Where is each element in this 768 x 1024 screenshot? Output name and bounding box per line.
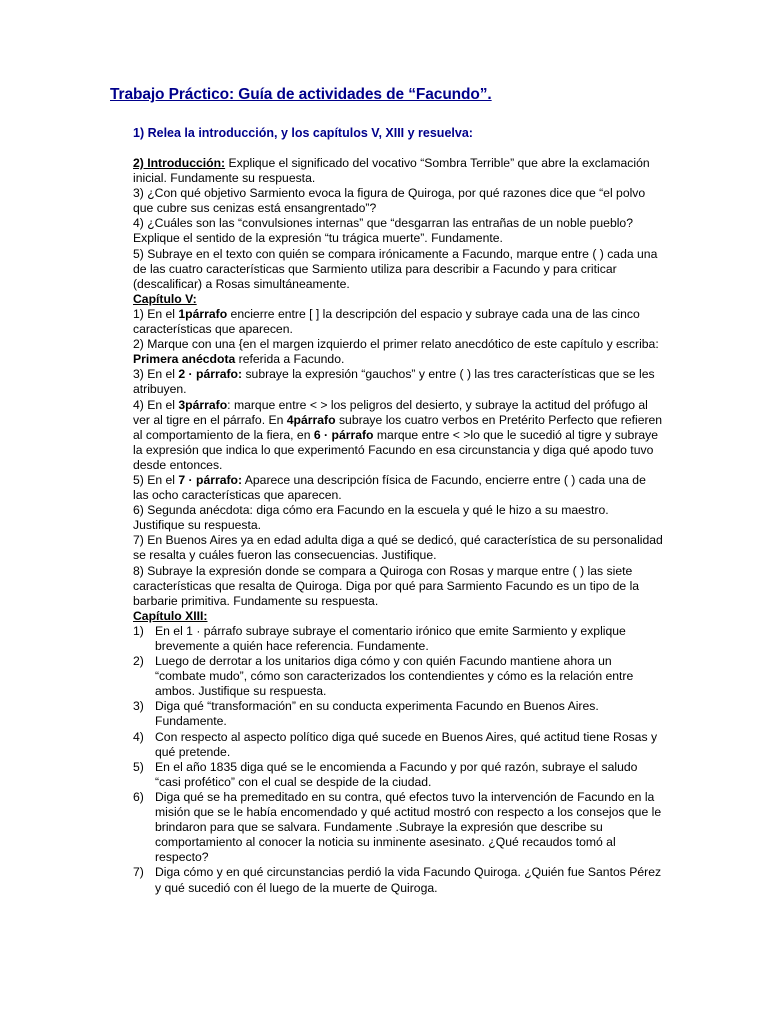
chapter-5-item-4 xyxy=(133,398,663,473)
chapter-5-item-4-bold-3: 6 · párrafo xyxy=(313,427,374,442)
list-text: Diga qué se ha premeditado en su contra, qué efectos tuvo la intervención de Facundo en la misión que se le había encomendado y qué actitud mostró con respecto a los consejos que le brindaron para que se salvara. Fundamente .Subraye la expresión que describe su comportamiento al conocer la noticia su inminente asesinato. ¿Qué recaudos tomó al respecto? xyxy=(155,789,662,865)
list-text: Diga qué “transformación” en su conducta experimenta Facundo en Buenos Aires. Fundamente. xyxy=(155,699,599,729)
chapter-5-item-4-text-4: marque entre < >lo que le sucedió al tigre y subraye la expresión que indica lo que experimentó Facundo en esa circunstancia y diga qué apodo tuvo desde entonces. xyxy=(133,427,659,472)
chapter-5-item-2-text-2: referida a Facundo. xyxy=(235,352,345,367)
chapter-5-item-1-text-2: encierre entre [ ] la descripción del espacio y subraye cada una de las cinco características que aparecen. xyxy=(133,306,640,337)
chapter-13-heading-line xyxy=(133,609,663,624)
list-text: En el 1 · párrafo subraye subraye el comentario irónico que emite Sarmiento y explique brevemente a quién hace referencia. Fundamente. xyxy=(155,623,626,653)
chapter-5-item-2-bold: Primera anécdota xyxy=(133,352,236,367)
chapter-5-heading: Capítulo V: xyxy=(133,291,197,306)
document-body xyxy=(133,156,663,896)
list-text: En el año 1835 diga qué se le encomienda a Facundo y por qué razón, subraye el saludo “casi profético” con el cual se despide de la ciudad. xyxy=(155,759,638,789)
chapter-5-item-5-bold: 7 · párrafo: xyxy=(178,472,243,487)
chapter-13-heading: Capítulo XIII: xyxy=(133,608,208,623)
chapter-13-item-3 xyxy=(133,699,663,729)
chapter-5-item-4-text-2: : marque entre < > los peligros del desierto, y subraye la actitud del prófugo al ver al tigre en el párrafo. En xyxy=(133,397,648,427)
chapter-5-item-2 xyxy=(133,337,663,367)
chapter-13-item-6 xyxy=(133,790,663,865)
list-number: 1) xyxy=(133,623,144,638)
list-number: 7) xyxy=(133,865,144,880)
chapter-5-item-5-text-2: Aparece una descripción física de Facundo, encierre entre ( ) cada una de las ocho características que aparecen. xyxy=(133,472,646,503)
intro-question-3: 3) ¿Con qué objetivo Sarmiento evoca la figura de Quiroga, por qué razones dice que “el polvo que cubre sus cenizas está ensangrentado”? xyxy=(133,186,646,216)
chapter-13-item-5 xyxy=(133,760,663,790)
intro-question-2-text: Explique el significado del vocativo “Sombra Terrible” que abre la exclamación inicial. Fundamente su respuesta. xyxy=(133,156,650,186)
chapter-13-item-1 xyxy=(133,624,663,654)
chapter-5-item-1-text: 1) En el xyxy=(133,306,179,321)
intro-question-5: 5) Subraye en el texto con quién se compara irónicamente a Facundo, marque entre ( ) cada una de las cuatro características que Sarmiento utiliza para describir a Facundo y para criticar (descalificar) a Rosas simultáneamente. xyxy=(133,246,658,291)
chapter-13-item-2 xyxy=(133,654,663,699)
chapter-5-item-4-text-3: subraye los cuatro verbos en Pretérito Perfecto que refieren al comportamiento de la fiera, en xyxy=(133,412,663,442)
list-text: Diga cómo y en qué circunstancias perdió la vida Facundo Quiroga. ¿Quién fue Santos Pérez y qué sucedió con él luego de la muerte de Quiroga. xyxy=(155,865,662,895)
chapter-5-item-4-bold: 3párrafo xyxy=(178,397,228,412)
chapter-5-item-4-bold-2: 4párrafo xyxy=(286,412,336,427)
chapter-5-heading-line xyxy=(133,292,663,307)
chapter-5-item-5-text: 5) En el xyxy=(133,472,179,487)
chapter-5-item-2-text: 2) Marque con una {en el margen izquierdo el primer relato anecdótico de este capítulo y escriba: xyxy=(133,337,659,352)
chapter-5-item-5 xyxy=(133,473,663,503)
list-text: Con respecto al aspecto político diga qué sucede en Buenos Aires, qué actitud tiene Rosas y qué pretende. xyxy=(155,729,658,759)
chapter-5-item-8: 8) Subraye la expresión donde se compara a Quiroga con Rosas y marque entre ( ) las siete características que resalta de Quiroga. Diga por qué para Sarmiento Facundo es un tipo de la barbarie primitiva. Fundamente su respuesta. xyxy=(133,563,640,608)
chapter-5-item-3-bold: 2 · párrafo: xyxy=(178,367,243,382)
chapter-13-item-7 xyxy=(133,865,663,895)
chapter-5-item-3-text: 3) En el xyxy=(133,367,179,382)
chapter-5-item-4-text: 4) En el xyxy=(133,397,179,412)
chapter-5-item-3 xyxy=(133,367,663,397)
list-number: 4) xyxy=(133,729,144,744)
intro-question-2 xyxy=(133,156,663,186)
intro-question-4: 4) ¿Cuáles son las “convulsiones internas” que “desgarran las entrañas de un noble pueblo? Explique el sentido de la expresión “tu trágica muerte”. Fundamente. xyxy=(133,216,633,246)
chapter-5-item-1 xyxy=(133,307,663,337)
list-number: 2) xyxy=(133,654,144,669)
chapter-5-item-6: 6) Segunda anécdota: diga cómo era Facundo en la escuela y qué le hizo a su maestro. Justifique su respuesta. xyxy=(133,503,609,533)
chapter-5-item-7: 7) En Buenos Aires ya en edad adulta diga a qué se dedicó, qué característica de su personalidad se resalta y cuáles fueron las consecuencias. Justifique. xyxy=(133,533,663,563)
page-title: Trabajo Práctico: Guía de actividades de “Facundo”. xyxy=(110,86,492,103)
list-number: 3) xyxy=(133,699,144,714)
list-number: 6) xyxy=(133,789,144,804)
intro-heading: 2) Introducción: xyxy=(133,156,226,170)
list-text: Luego de derrotar a los unitarios diga cómo y con quién Facundo mantiene ahora un “combate mudo”, cómo son caracterizados los contendientes y cómo es la relación entre ambos. Justifique su respuesta. xyxy=(155,654,634,699)
chapter-5-item-1-bold: 1párrafo xyxy=(178,306,228,321)
list-number: 5) xyxy=(133,759,144,774)
chapter-5-item-3-text-2: subraye la expresión “gauchos” y entre ( ) las tres características que se les atribuyen. xyxy=(133,367,655,397)
instructions-heading: 1) Relea la introducción, y los capítulos V, XIII y resuelva: xyxy=(133,126,473,140)
chapter-13-item-4 xyxy=(133,730,663,760)
